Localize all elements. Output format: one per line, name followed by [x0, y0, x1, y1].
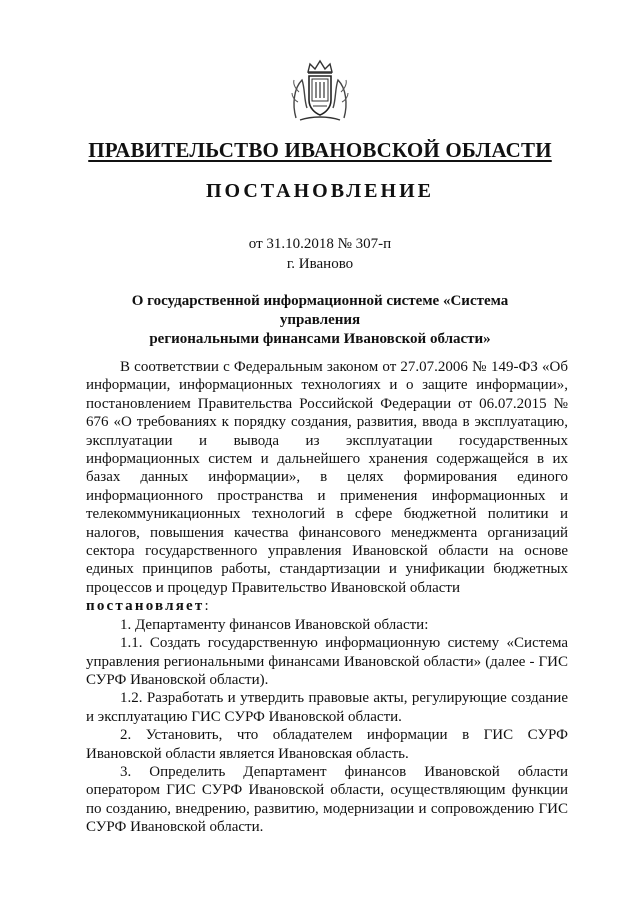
date-and-number: от 31.10.2018 № 307-п	[248, 236, 392, 252]
document-body	[86, 358, 568, 837]
ivanovo-coat-of-arms-icon	[290, 58, 350, 124]
clause-1: 1. Департаменту финансов Ивановской области:	[120, 616, 429, 633]
clause-2: 2. Установить, что обладателем информации в ГИС СУРФ Ивановской области является Ивановская область.	[86, 727, 568, 762]
resolves-word: постановляет	[86, 598, 205, 615]
clause-1-2: 1.2. Разработать и утвердить правовые акты, регулирующие создание и эксплуатацию ГИС СУРФ Ивановской области.	[86, 690, 568, 725]
subject-line-1: О государственной информационной системе «Система управления	[131, 293, 509, 328]
resolves-colon: :	[204, 598, 209, 615]
preamble-paragraph: В соответствии с Федеральным законом от 27.07.2006 № 149-ФЗ «Об информации, информационных технологиях и о защите информации», постановлением Правительства Российской Федерации от 06.07.2015 № 676 «О требованиях к порядку создания, развития, ввода в эксплуатацию, эксплуатации и вывода из эксплуатации государственных информационных систем и дальнейшего хранения содержащейся в их базах данных информации», в целях формирования единого информационного пространства и применения информационных и телекоммуникационных технологий в сфере бюджетной политики и налогов, повышения качества финансового менеджмента организаций сектора государственного управления Ивановской области на основе единых принципов работы, стандартизации и унификации бюджетных процессов и процедур Правительство Ивановской области	[86, 359, 568, 596]
document-type: ПОСТАНОВЛЕНИЕ	[206, 180, 434, 202]
city: г. Иваново	[286, 256, 354, 272]
clause-1-1: 1.1. Создать государственную информационную систему «Система управления региональными финансами Ивановской области» (далее - ГИС СУРФ Ивановской области).	[86, 635, 568, 688]
clause-3: 3. Определить Департамент финансов Ивановской области оператором ГИС СУРФ Ивановской области, осуществляющим функции по созданию, внедрению, развитию, модернизации и сопровождению ГИС СУРФ Ивановской области.	[86, 763, 568, 836]
government-title: ПРАВИТЕЛЬСТВО ИВАНОВСКОЙ ОБЛАСТИ	[88, 138, 552, 162]
resolves-line	[86, 597, 568, 615]
document-subject	[90, 292, 550, 349]
subject-line-2: региональными финансами Ивановской области»	[149, 331, 491, 347]
